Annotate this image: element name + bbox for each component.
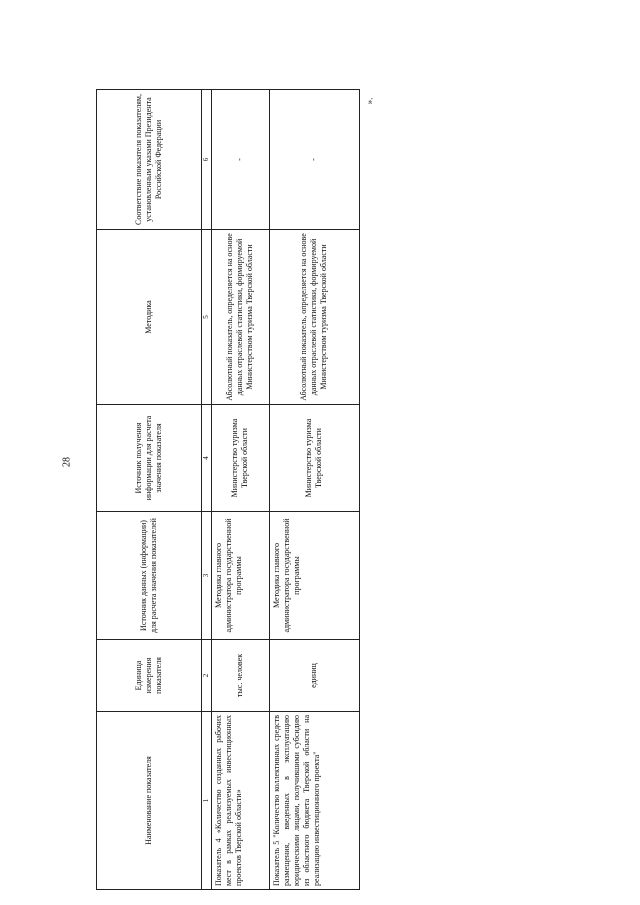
column-number: 6 — [202, 90, 212, 230]
decree-compliance-cell: - — [212, 90, 270, 230]
header-data-source: Источник данных (информации) для расчета значения показателей — [97, 512, 202, 640]
column-number: 5 — [202, 230, 212, 405]
methodology-cell: Абсолютный показатель, определяется на основе данных отраслевой статистики, формируемой Министерством туризма Тверской области — [269, 230, 359, 405]
column-number-row — [202, 90, 212, 890]
header-methodology: Методика — [97, 230, 202, 405]
info-source-cell: Министерство туризма Тверской области — [212, 405, 270, 512]
unit-cell: единиц — [269, 640, 359, 712]
indicator-name-cell: Показатель 5 "Количество коллективных средств размещения, введенных в эксплуатацию юридическими лицами, получившими субсидию из областного бюджета Тверской области на реализацию инвестиционного проекта" — [269, 712, 359, 890]
unit-cell: тыс. человек — [212, 640, 270, 712]
data-source-cell: Методика главного администратора государственной программы — [212, 512, 270, 640]
header-unit: Единица измерения показателя — [97, 640, 202, 712]
header-info-source: Источник получения информации для расчета значения показателя — [97, 405, 202, 512]
info-source-cell: Министерство туризма Тверской области — [269, 405, 359, 512]
header-row — [97, 90, 202, 890]
header-decree-compliance: Соответствие показателя показателям, установленным указами Президента Российской Федерации — [97, 90, 202, 230]
closing-quote-mark: ». — [364, 97, 375, 105]
column-number: 4 — [202, 405, 212, 512]
indicators-table — [96, 89, 360, 890]
column-number: 3 — [202, 512, 212, 640]
column-number: 1 — [202, 712, 212, 890]
decree-compliance-cell: - — [269, 90, 359, 230]
page-number: 28 — [61, 457, 73, 467]
indicator-name-cell: Показатель 4 «Количество созданных рабочих мест в рамках реализуемых инвестиционных проектов Тверской области» — [212, 712, 270, 890]
methodology-cell: Абсолютный показатель, определяется на основе данных отраслевой статистики, формируемой Министерством туризма Тверской области — [212, 230, 270, 405]
data-source-cell: Методика главного администратора государственной программы — [269, 512, 359, 640]
table-row — [212, 90, 270, 890]
header-indicator-name: Наименование показателя — [97, 712, 202, 890]
indicators-table-container — [96, 90, 360, 890]
table-row — [269, 90, 359, 890]
column-number: 2 — [202, 640, 212, 712]
